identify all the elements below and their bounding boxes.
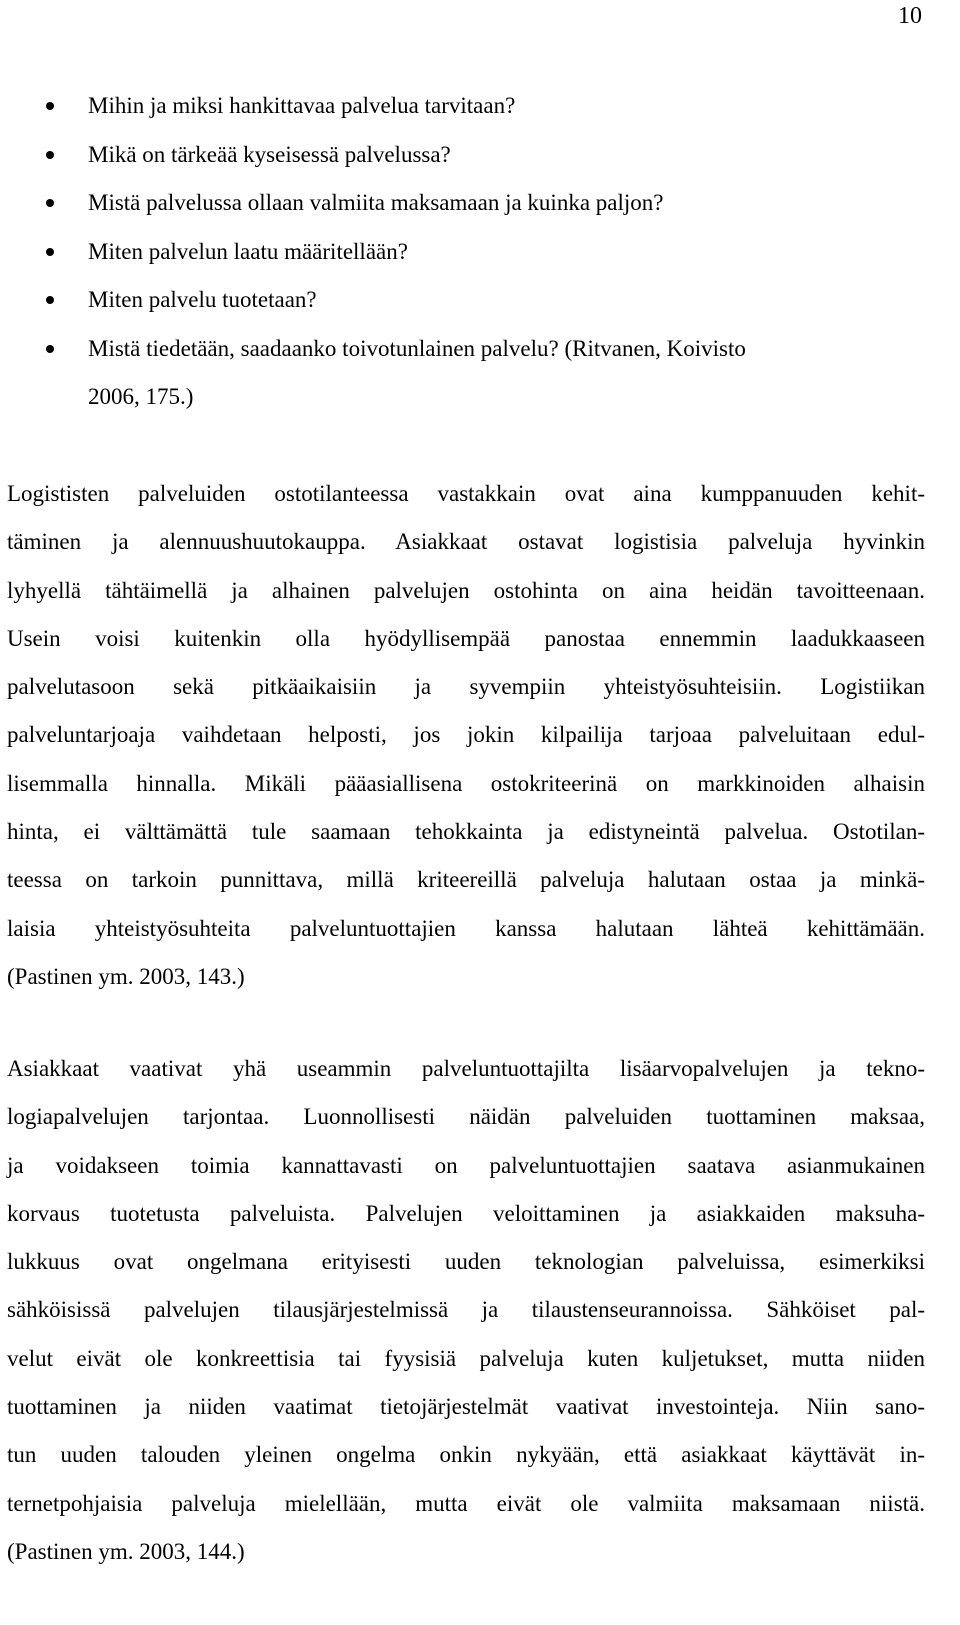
paragraph-line: hinta, ei välttämättä tule saamaan tehokkainta ja edistyneintä palvelua. Ostotilan-: [7, 819, 925, 845]
list-item-text: Mikä on tärkeää kyseisessä palvelussa?: [88, 141, 451, 167]
body-paragraph: [7, 1045, 925, 1576]
body-paragraph: [7, 470, 925, 1001]
paragraph-line: palvelutasoon sekä pitkäaikaisiin ja syvempiin yhteistyösuhteisiin. Logistiikan: [7, 674, 925, 700]
list-item: [40, 179, 920, 228]
paragraph-line: korvaus tuotetusta palveluista. Palvelujen veloittaminen ja asiakkaiden maksuha-: [7, 1200, 925, 1226]
citation: (Pastinen ym. 2003, 144.): [7, 1538, 245, 1564]
paragraph-line: sähköisissä palvelujen tilausjärjestelmissä ja tilaustenseurannoissa. Sähköiset pal-: [7, 1297, 925, 1323]
bullet-icon: [46, 102, 54, 110]
list-item-text: Miten palvelun laatu määritellään?: [88, 238, 408, 264]
paragraph-line: Logististen palveluiden ostotilanteessa vastakkain ovat aina kumppanuuden kehit-: [7, 481, 925, 506]
paragraph-line: palveluntarjoaja vaihdetaan helposti, jos jokin kilpailija tarjoaa palveluitaan edul-: [7, 722, 925, 748]
bullet-icon: [46, 151, 54, 159]
page-number: 10: [898, 3, 922, 29]
paragraph-line: lisemmalla hinnalla. Mikäli pääasiallisena ostokriteerinä on markkinoiden alhaisin: [7, 770, 925, 796]
question-list: [40, 82, 920, 422]
citation: (Pastinen ym. 2003, 143.): [7, 963, 245, 989]
paragraph-line: ja voidakseen toimia kannattavasti on palveluntuottajien saatava asianmukainen: [7, 1152, 925, 1178]
paragraph-line: Asiakkaat vaativat yhä useammin palveluntuottajilta lisäarvopalvelujen ja tekno-: [7, 1056, 925, 1081]
paragraph-line: velut eivät ole konkreettisia tai fyysisiä palveluja kuten kuljetukset, mutta niiden: [7, 1345, 925, 1371]
list-item-text: Mistä tiedetään, saadaanko toivotunlainen palvelu? (Ritvanen, Koivisto: [88, 335, 746, 361]
bullet-icon: [46, 345, 54, 353]
list-item: [40, 82, 920, 131]
paragraph-line: lukkuus ovat ongelmana erityisesti uuden teknologian palveluissa, esimerkiksi: [7, 1249, 925, 1275]
paragraph-line: tun uuden talouden yleinen ongelma onkin nykyään, että asiakkaat käyttävät in-: [7, 1442, 925, 1468]
list-item-continuation: [40, 373, 920, 422]
list-item: [40, 228, 920, 277]
paragraph-line: tuottaminen ja niiden vaatimat tietojärjestelmät vaativat investointeja. Niin sano-: [7, 1394, 925, 1420]
paragraph-line: täminen ja alennuushuutokauppa. Asiakkaat ostavat logistisia palveluja hyvinkin: [7, 529, 925, 555]
bullet-icon: [46, 296, 54, 304]
paragraph-line: logiapalvelujen tarjontaa. Luonnollisesti näidän palveluiden tuottaminen maksaa,: [7, 1104, 925, 1130]
paragraph-line: teessa on tarkoin punnittava, millä kriteereillä palveluja halutaan ostaa ja minkä-: [7, 867, 925, 893]
list-item: [40, 325, 920, 374]
bullet-icon: [46, 199, 54, 207]
list-item: [40, 131, 920, 180]
paragraph-line: ternetpohjaisia palveluja mielellään, mutta eivät ole valmiita maksamaan niistä.: [7, 1490, 925, 1516]
paragraph-line: Usein voisi kuitenkin olla hyödyllisempää panostaa ennemmin laadukkaaseen: [7, 625, 925, 651]
list-item-text: Mihin ja miksi hankittavaa palvelua tarvitaan?: [88, 93, 516, 118]
bullet-icon: [46, 248, 54, 256]
list-item-text: 2006, 175.): [88, 384, 194, 409]
paragraph-line: lyhyellä tähtäimellä ja alhainen palvelujen ostohinta on aina heidän tavoitteenaan.: [7, 577, 925, 603]
paragraph-line: laisia yhteistyösuhteita palveluntuottajien kanssa halutaan lähteä kehittämään.: [7, 915, 925, 941]
list-item: [40, 276, 920, 325]
list-item-text: Mistä palvelussa ollaan valmiita maksamaan ja kuinka paljon?: [88, 190, 664, 215]
list-item-text: Miten palvelu tuotetaan?: [88, 287, 317, 312]
